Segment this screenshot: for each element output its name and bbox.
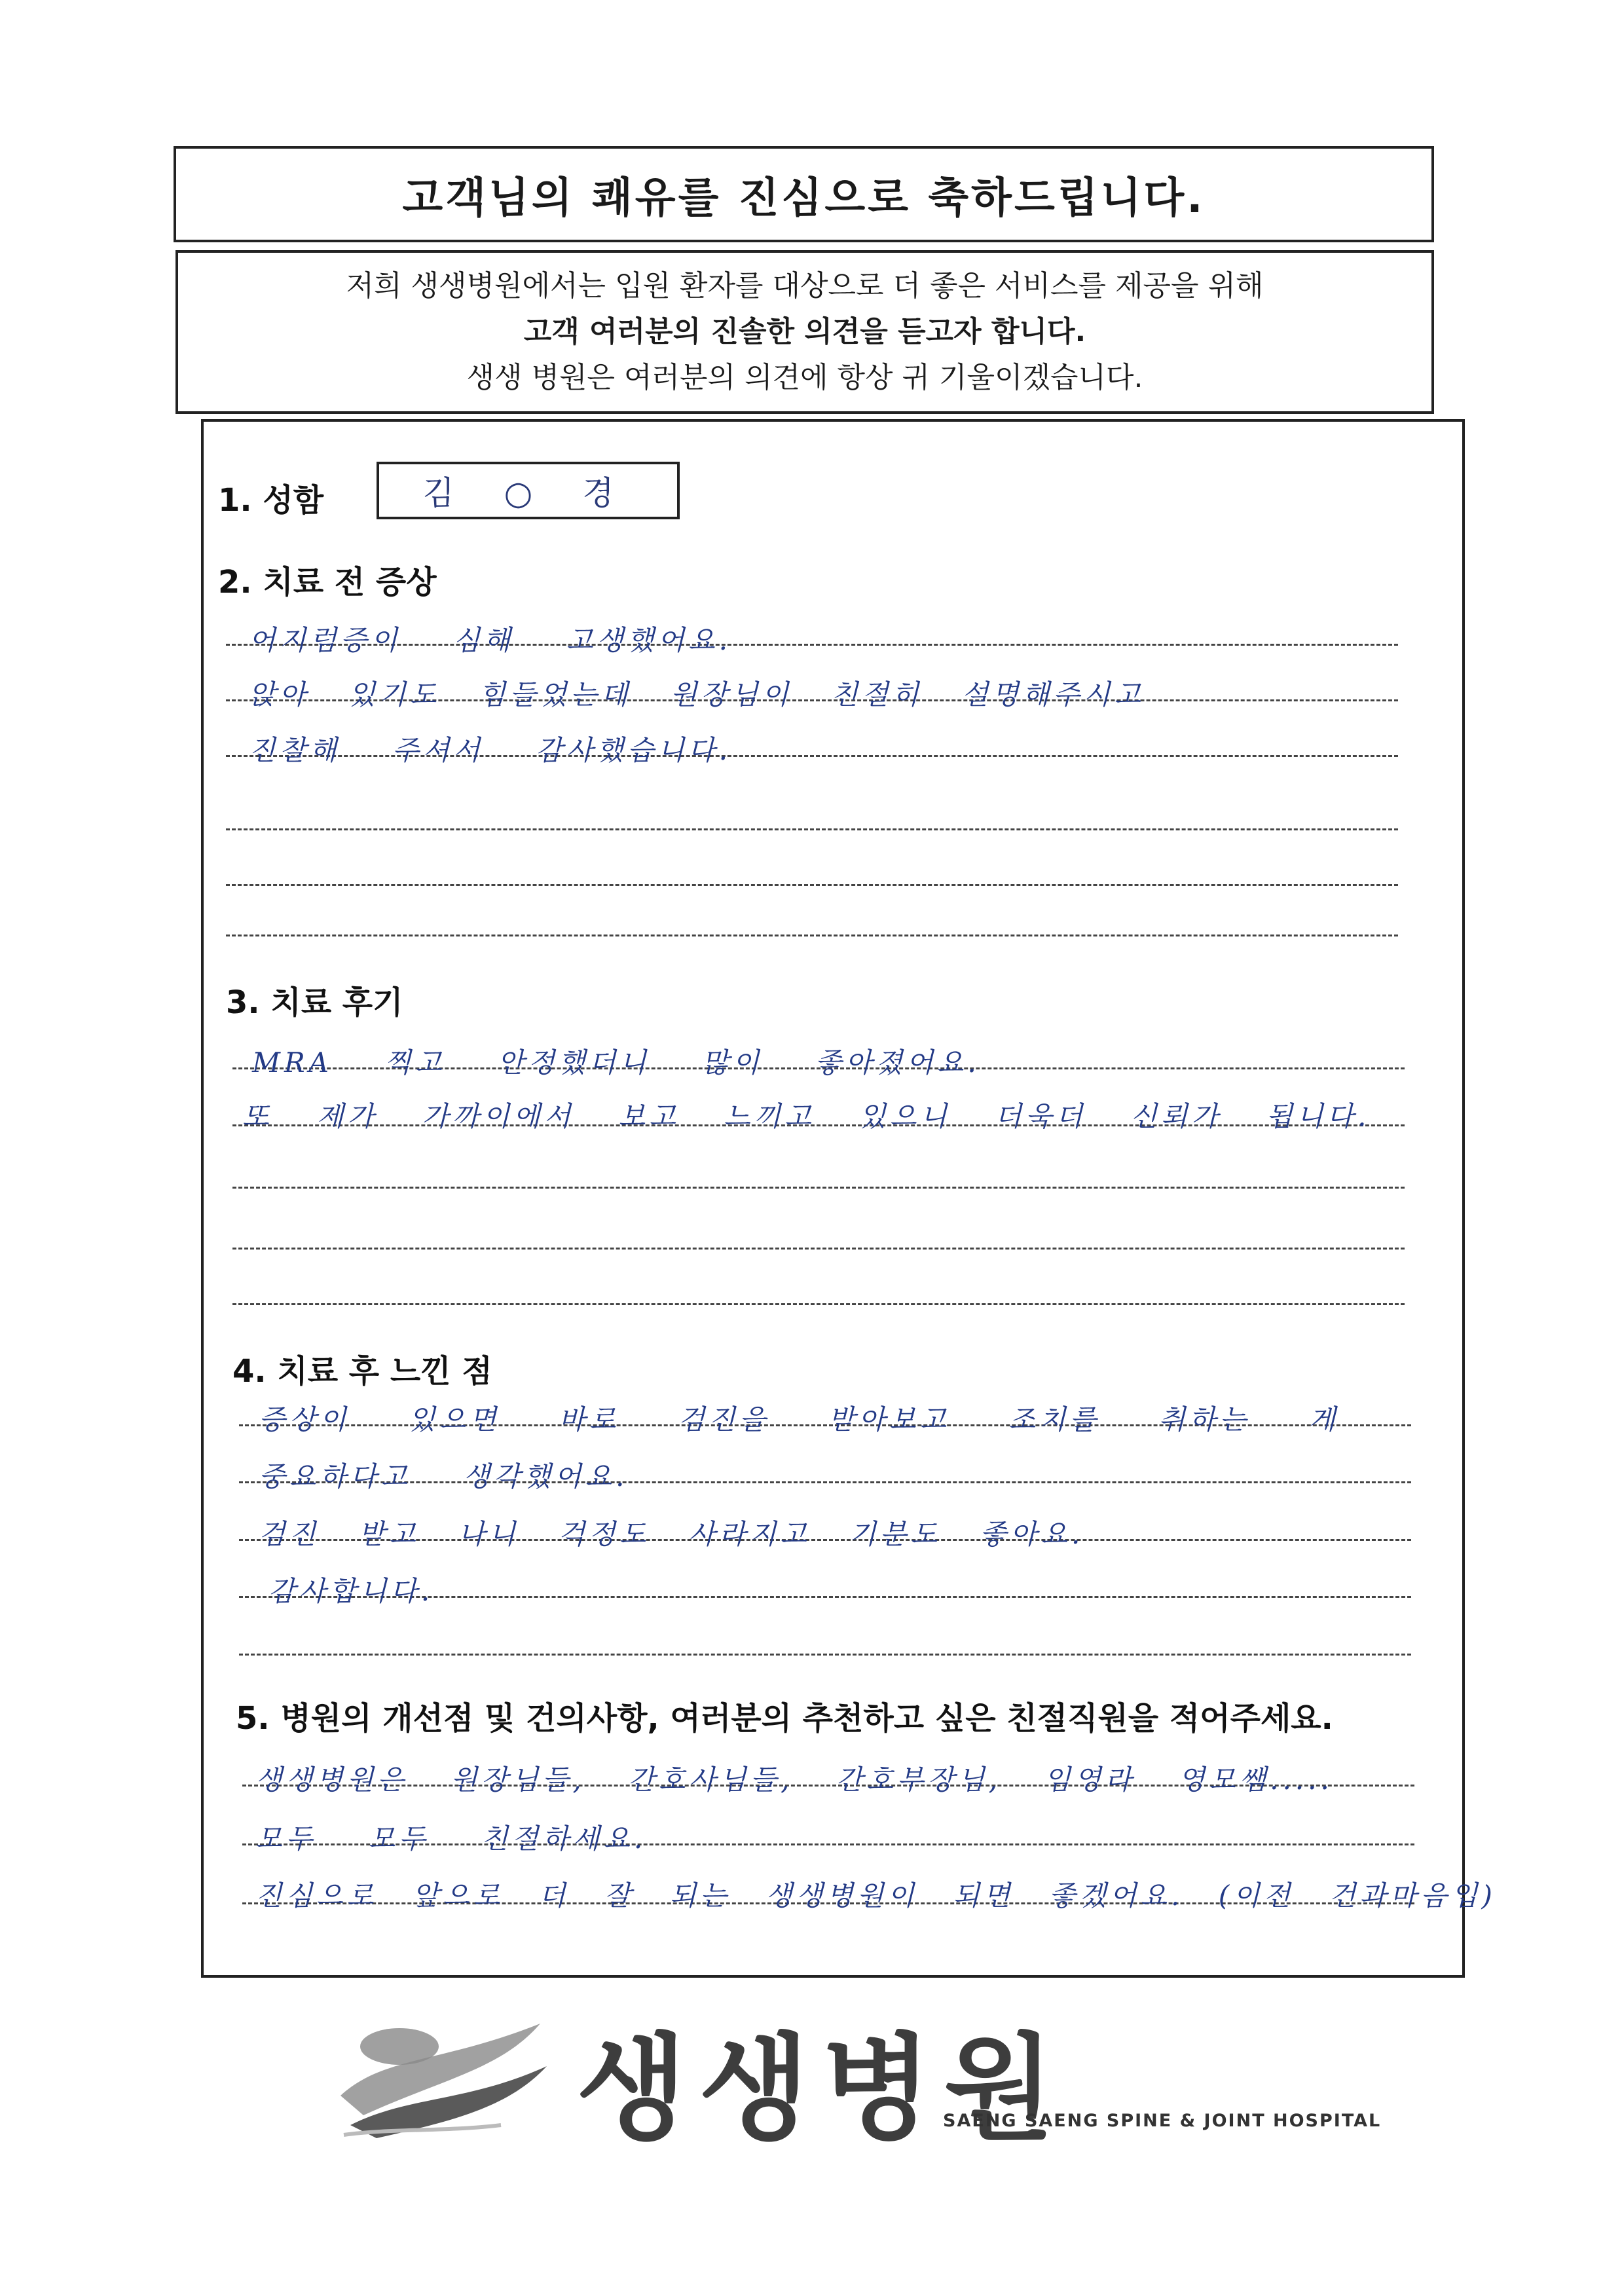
handwritten-answer: 중요하다고 생각했어요. xyxy=(259,1460,629,1492)
title-box xyxy=(174,146,1434,242)
intro-box xyxy=(175,250,1434,414)
handwritten-answer: 감사합니다. xyxy=(268,1575,434,1607)
intro-line-1: 저희 생생병원에서는 입원 환자를 대상으로 더 좋은 서비스를 제공을 위해 xyxy=(346,269,1264,303)
handwritten-answer: 어지럼증이 심해 고생했어요. xyxy=(249,624,731,656)
answer-line xyxy=(226,884,1398,886)
intro-line-3: 생생 병원은 여러분의 의견에 항상 귀 기울이겠습니다. xyxy=(466,361,1143,394)
hospital-logo-name: 생생병원 xyxy=(576,2023,1067,2156)
answer-line xyxy=(226,935,1398,936)
question-1-label: 1. 성함 xyxy=(218,482,324,519)
handwritten-answer: 검진 받고 나니 걱정도 사라지고 기분도 좋아요. xyxy=(259,1518,1084,1550)
answer-line xyxy=(226,828,1398,830)
handwritten-answer: 모두 모두 친절하세요. xyxy=(255,1823,647,1855)
question-5-label: 5. 병원의 개선점 및 건의사항, 여러분의 추천하고 싶은 친절직원을 적어주세요. xyxy=(236,1700,1333,1737)
intro-line-2: 고객 여러분의 진솔한 의견을 듣고자 합니다. xyxy=(523,315,1086,348)
question-4-label: 4. 치료 후 느낀 점 xyxy=(232,1353,492,1390)
handwritten-answer: 진찰해 주셔서 감사했습니다. xyxy=(249,734,731,766)
handwritten-answer: 증상이 있으면 바로 검진을 받아보고 조치를 취하는 게 xyxy=(259,1403,1340,1435)
handwritten-answer: 진심으로 앞으로 더 잘 되는 생생병원이 되면 좋겠어요. (이전 건과마음입) xyxy=(255,1879,1496,1912)
hospital-logo-subtitle: SAENG SAENG SPINE & JOINT HOSPITAL xyxy=(943,2111,1382,2131)
answer-line xyxy=(232,1187,1405,1189)
name-field-box xyxy=(377,462,680,519)
handwritten-answer: 또 제가 가까이에서 보고 느끼고 있으니 더욱더 신뢰가 됩니다. xyxy=(242,1100,1371,1132)
answer-line xyxy=(239,1654,1411,1656)
answer-line xyxy=(232,1303,1405,1305)
name-answer: 김 ○ 경 xyxy=(422,474,634,512)
question-3-label: 3. 치료 후기 xyxy=(226,984,403,1021)
handwritten-answer: 생생병원은 원장님들, 간호사님들, 간호부장님, 임영라 영모쌤..... xyxy=(255,1764,1333,1796)
handwritten-answer: MRA 찍고 안정했더니 많이 좋아졌어요. xyxy=(252,1046,980,1079)
answer-line xyxy=(232,1248,1405,1250)
question-2-label: 2. 치료 전 증상 xyxy=(218,564,437,601)
handwritten-answer: 앉아 있기도 힘들었는데 원장님이 친절히 설명해주시고 xyxy=(249,678,1145,711)
page-title: 고객님의 쾌유를 진심으로 축하드립니다. xyxy=(402,174,1206,223)
